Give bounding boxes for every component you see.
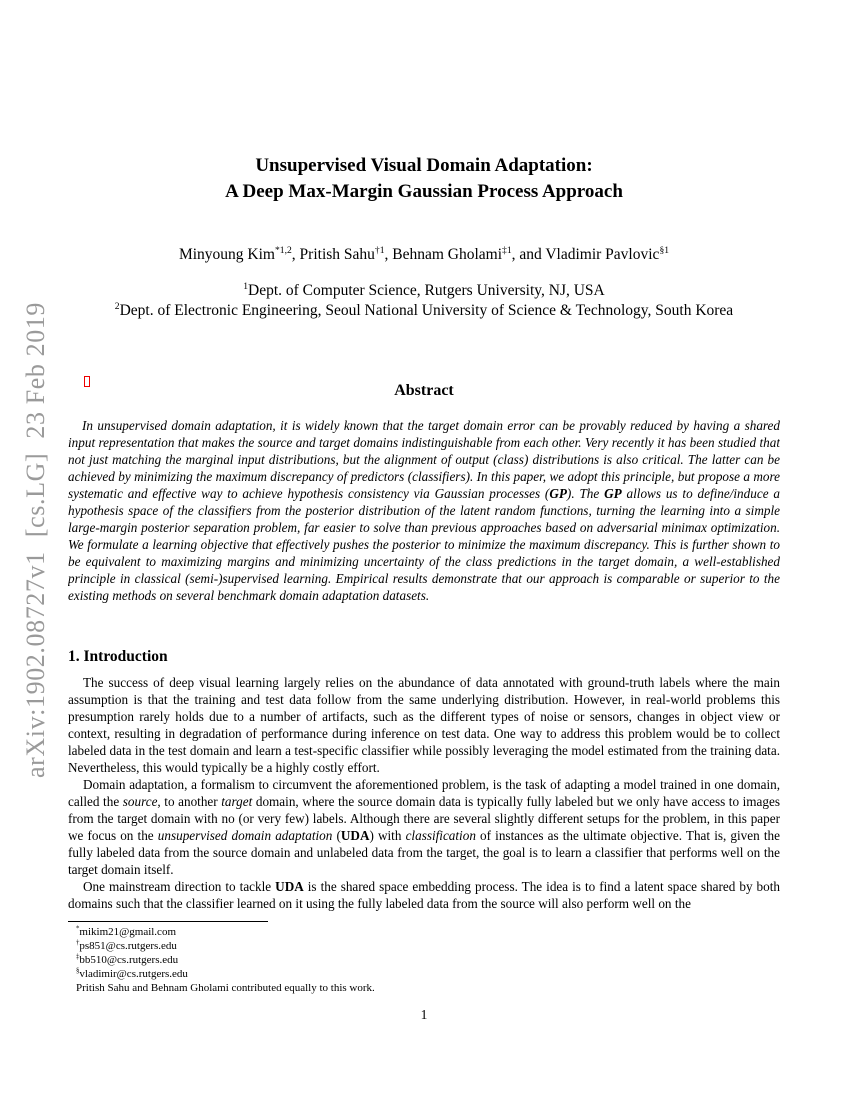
- introduction-body: [68, 674, 780, 918]
- footnote-email-2: †ps851@cs.rutgers.edu: [76, 939, 177, 952]
- page-number: 1: [420, 1007, 428, 1022]
- intro-paragraph-1: The success of deep visual learning largely relies on the abundance of data annotated with ground-truth labels where the main assumption is that the training and test data follow from the same underlying distribution. However, in real-world problems this presumption rarely holds due to a number of artifacts, such as the different types of noise or sensors, changes in object view or context, resulting in degradation of performance during inference on test data. One way to address this problem would be to collect labeled data in the test domain and learn a test-specific classifier while possibly leveraging the model estimated from the training data. Nevertheless, this would typically be a highly costly effort.: [68, 675, 780, 775]
- footnotes: [68, 925, 780, 995]
- section-heading-introduction: 1. Introduction: [68, 648, 168, 665]
- intro-paragraph-2: Domain adaptation, a formalism to circumvent the aforementioned problem, is the task of adapting a model trained in one domain, called the source, to another target domain, where the source domain data is typically fully labeled but we only have access to images from the target domain with no (or very few) labels. Although there are several slightly different setups for the problem, in this paper we focus on the unsupervised domain adaptation (UDA) with classification of instances as the ultimate objective. That is, given the fully labeled data from the source domain and unlabeled data from the target, the goal is to learn a classifier that performs well on the target domain itself.: [68, 777, 780, 877]
- footnote-email-3: ‡bb510@cs.rutgers.edu: [76, 953, 179, 966]
- paper-title: [68, 153, 780, 205]
- intro-paragraph-3: One mainstream direction to tackle UDA is the shared space embedding process. The idea is to find a latent space shared by both domains such that the classifier learned on it using the fully labeled data from the source will also perform well on the: [68, 879, 780, 911]
- affiliations: [68, 281, 780, 321]
- author-line: Minyoung Kim$^{*1,2}$, Pritish Sahu$^{\dagger 1}$, Behnam Gholami$^{\ddagger 1}$, and Vladimir Pavlovic$^{\S 1}$: [178, 244, 670, 263]
- title-line-2: A Deep Max-Margin Gaussian Process Approach: [225, 181, 623, 202]
- footnote-rule: [68, 921, 268, 922]
- title-line-1: Unsupervised Visual Domain Adaptation:: [255, 155, 593, 176]
- abstract-text: In unsupervised domain adaptation, it is widely known that the target domain error can be provably reduced by having a shared input representation that makes the source and target domains indistinguishable from each other. Very recently it has been studied that not just matching the marginal input distributions, but the alignment of output (class) distributions is also critical. The latter can be achieved by minimizing the maximum discrepancy of predictors (classifiers). In this paper, we adopt this principle, but propose a more systematic and effective way to achieve hypothesis consistency via Gaussian processes (GP). The GP allows us to define/induce a hypothesis space of the classifiers from the posterior distribution of the latent random functions, turning the learning into a simple large-margin posterior separation problem, far easier to solve than previous approaches based on adversarial minimax optimization. We formulate a learning objective that effectively pushes the posterior to minimize the maximum discrepancy. This is further shown to be equivalent to maximizing margins and minimizing uncertainty of the class predictions in the target domain, a well-established principle in classical (semi-)supervised learning. Empirical results demonstrate that our approach is comparable or superior to the existing methods on several benchmark domain adaptation datasets.: [68, 418, 780, 603]
- arxiv-watermark: arXiv:1902.08727v1 [cs.LG] 23 Feb 2019: [21, 301, 50, 779]
- abstract-heading: Abstract: [394, 382, 454, 399]
- affiliation-2: $^2$Dept. of Electronic Engineering, Seoul National University of Science & Technology, South Korea: [114, 300, 734, 319]
- affiliation-1: $^1$Dept. of Computer Science, Rutgers University, NJ, USA: [243, 280, 605, 299]
- footnote-email-4: §vladimir@cs.rutgers.edu: [76, 967, 188, 980]
- footnote-equal-contribution: Pritish Sahu and Behnam Gholami contributed equally to this work.: [76, 982, 375, 994]
- footnote-email-1: *mikim21@gmail.com: [76, 925, 176, 938]
